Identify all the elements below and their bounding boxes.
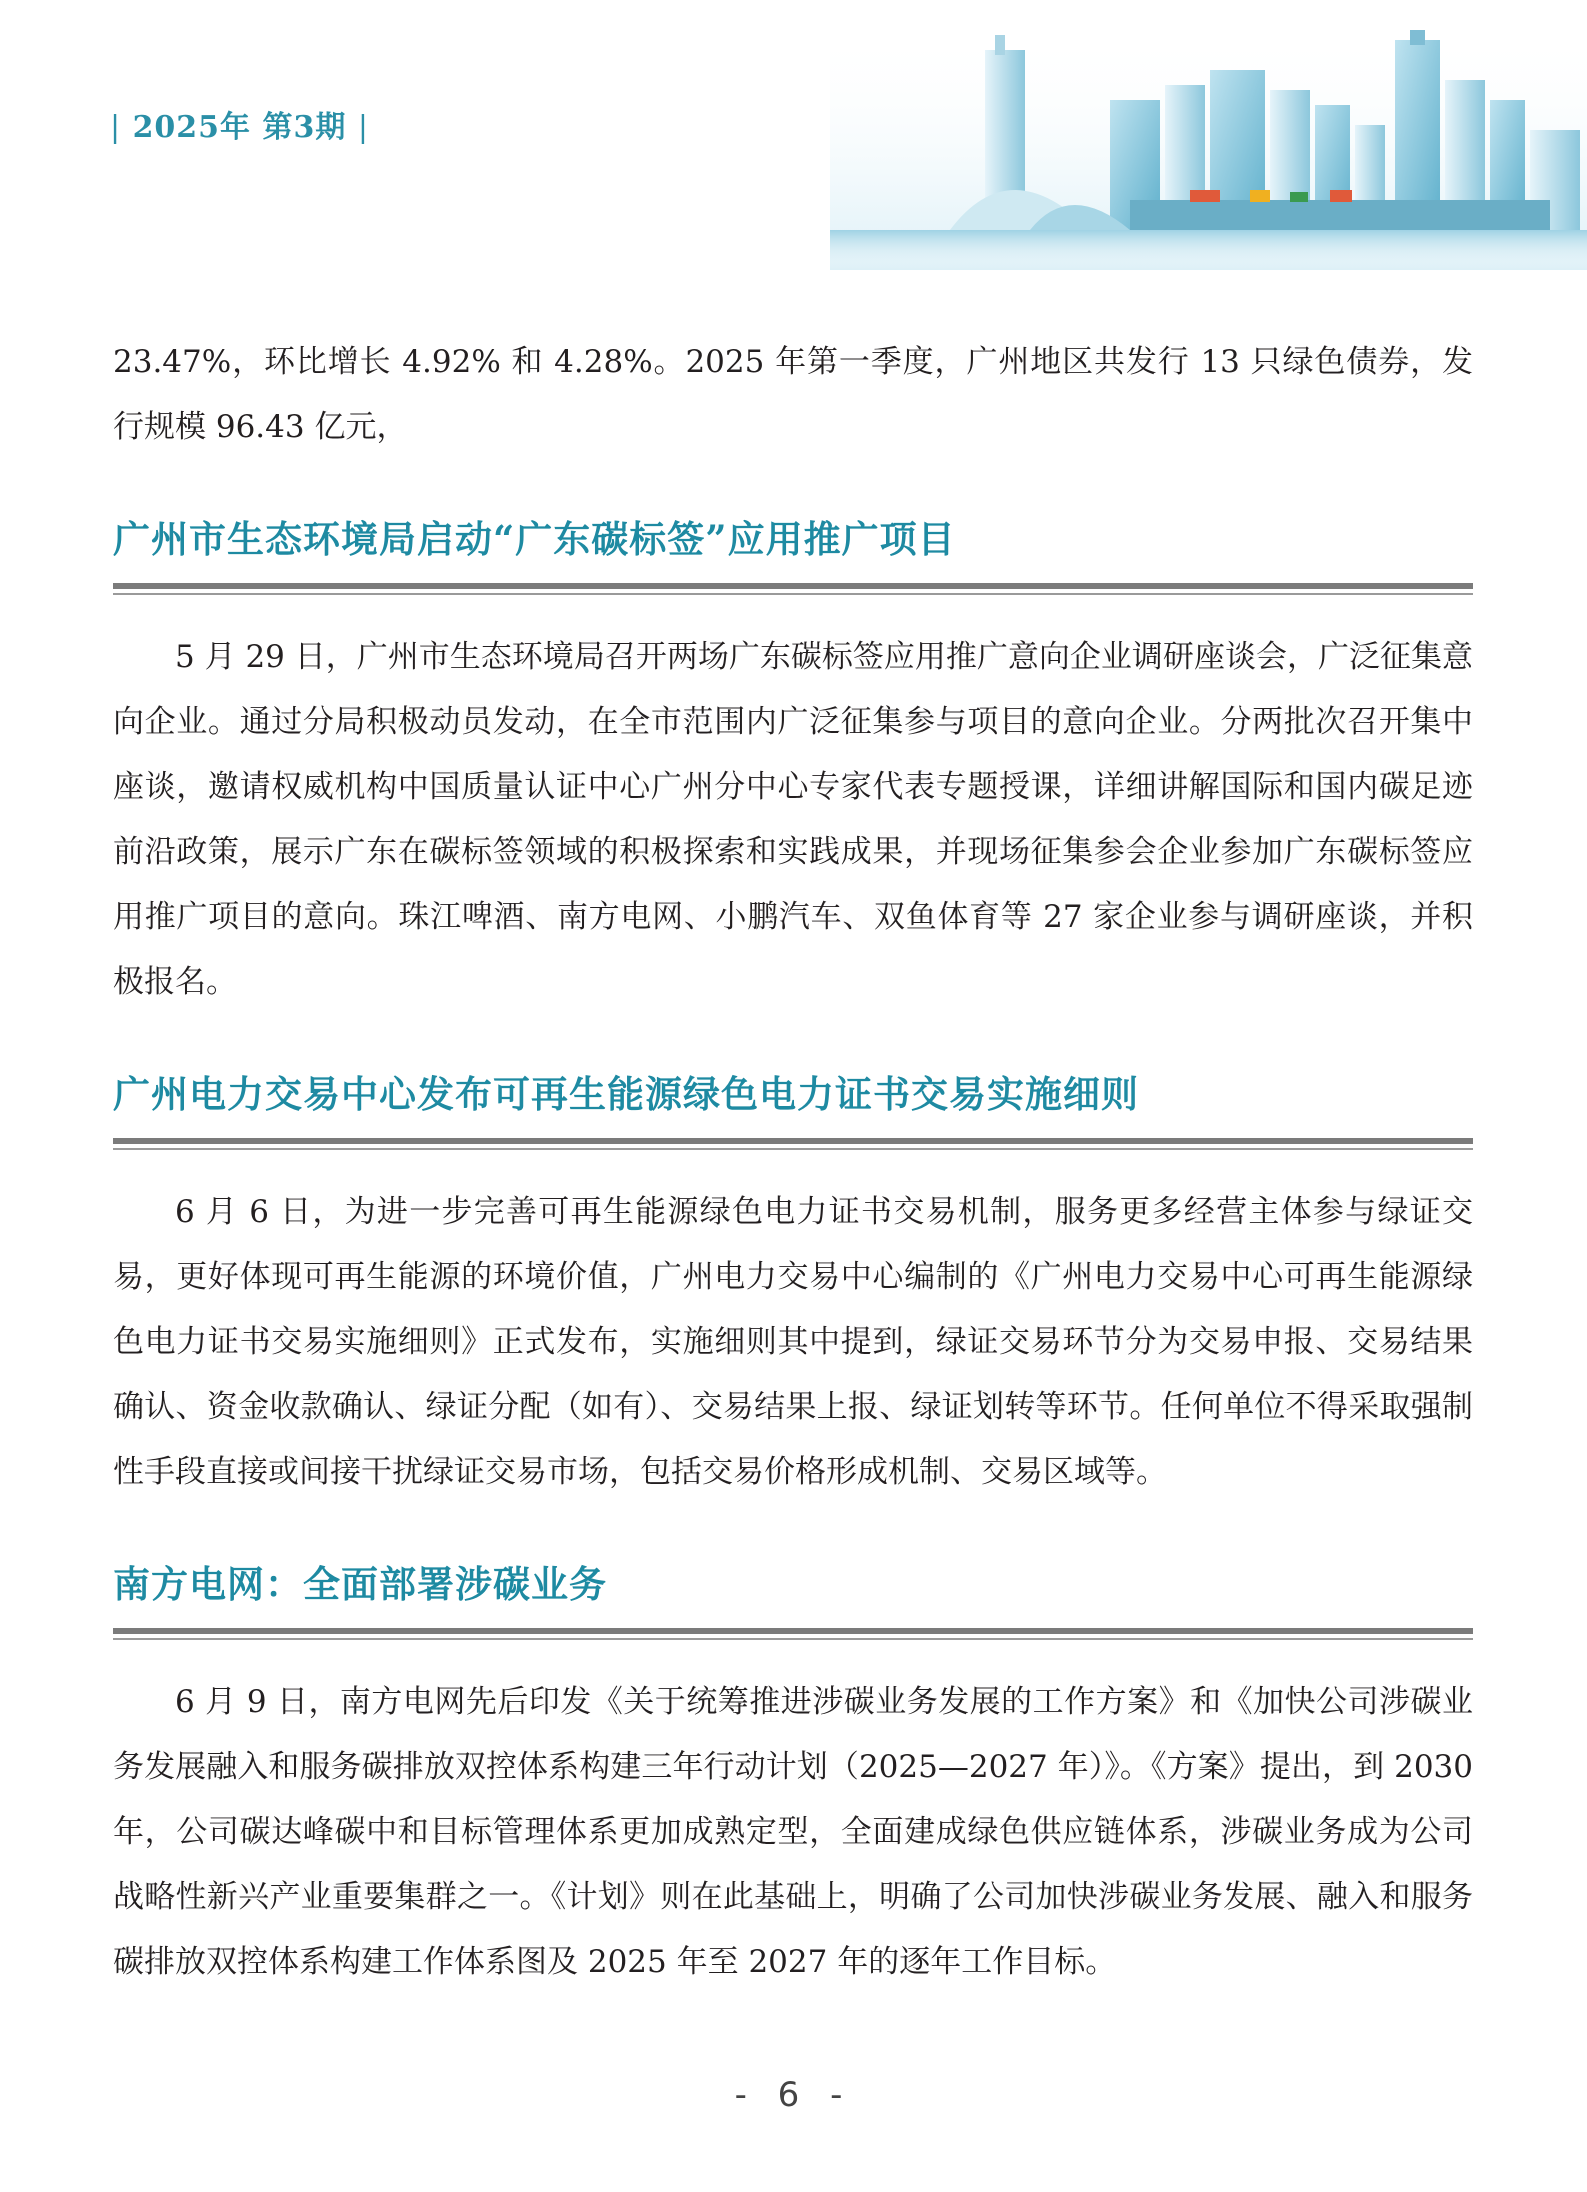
city-skyline-illustration <box>830 30 1587 270</box>
section-green-certificate <box>113 1070 1473 1505</box>
article-content <box>113 330 1473 1995</box>
issue-text: 2025年 第3期 <box>132 110 347 145</box>
section-title: 广州电力交易中心发布可再生能源绿色电力证书交易实施细则 <box>113 1072 1139 1116</box>
section-body: 5 月 29 日，广州市生态环境局召开两场广东碳标签应用推广意向企业调研座谈会，广泛征集意向企业。通过分局积极动员发动，在全市范围内广泛征集参与项目的意向企业。分两批次召开集中座谈，邀请权威机构中国质量认证中心广州分中心专家代表专题授课，详细讲解国际和国内碳足迹前沿政策，展示广东在碳标签领域的积极探索和实践成果，并现场征集参会企业参加广东碳标签应用推广项目的意向。珠江啤酒、南方电网、小鹏汽车、双鱼体育等 27 家企业参与调研座谈，并积极报名。 <box>113 639 1473 1000</box>
section-divider <box>113 583 1473 595</box>
issue-label <box>110 102 369 146</box>
section-carbon-label <box>113 515 1473 1015</box>
page-number: - 6 - <box>734 2075 853 2115</box>
issue-bar-right: | <box>357 110 369 145</box>
page-header <box>0 0 1587 260</box>
section-body: 6 月 6 日，为进一步完善可再生能源绿色电力证书交易机制，服务更多经营主体参与绿证交易，更好体现可再生能源的环境价值，广州电力交易中心编制的《广州电力交易中心可再生能源绿色电力证书交易实施细则》正式发布，实施细则其中提到，绿证交易环节分为交易申报、交易结果确认、资金收款确认、绿证分配（如有）、交易结果上报、绿证划转等环节。任何单位不得采取强制性手段直接或间接干扰绿证交易市场，包括交易价格形成机制、交易区域等。 <box>113 1194 1473 1490</box>
section-title: 南方电网：全面部署涉碳业务 <box>113 1562 607 1606</box>
section-divider <box>113 1138 1473 1150</box>
section-body: 6 月 9 日，南方电网先后印发《关于统筹推进涉碳业务发展的工作方案》和《加快公司涉碳业务发展融入和服务碳排放双控体系构建三年行动计划（2025—2027 年）》。《方案》提出，到 2030 年，公司碳达峰碳中和目标管理体系更加成熟定型，全面建成绿色供应链体系，涉碳业务成为公司战略性新兴产业重要集群之一。《计划》则在此基础上，明确了公司加快涉碳业务发展、融入和服务碳排放双控体系构建工作体系图及 2025 年至 2027 年的逐年工作目标。 <box>113 1684 1473 1980</box>
section-divider <box>113 1628 1473 1640</box>
section-southern-grid <box>113 1560 1473 1995</box>
section-title: 广州市生态环境局启动“广东碳标签”应用推广项目 <box>113 517 956 561</box>
issue-bar-left: | <box>110 110 122 145</box>
intro-paragraph: 23.47%，环比增长 4.92% 和 4.28%。2025 年第一季度，广州地区共发行 13 只绿色债券，发行规模 96.43 亿元， <box>113 344 1473 445</box>
